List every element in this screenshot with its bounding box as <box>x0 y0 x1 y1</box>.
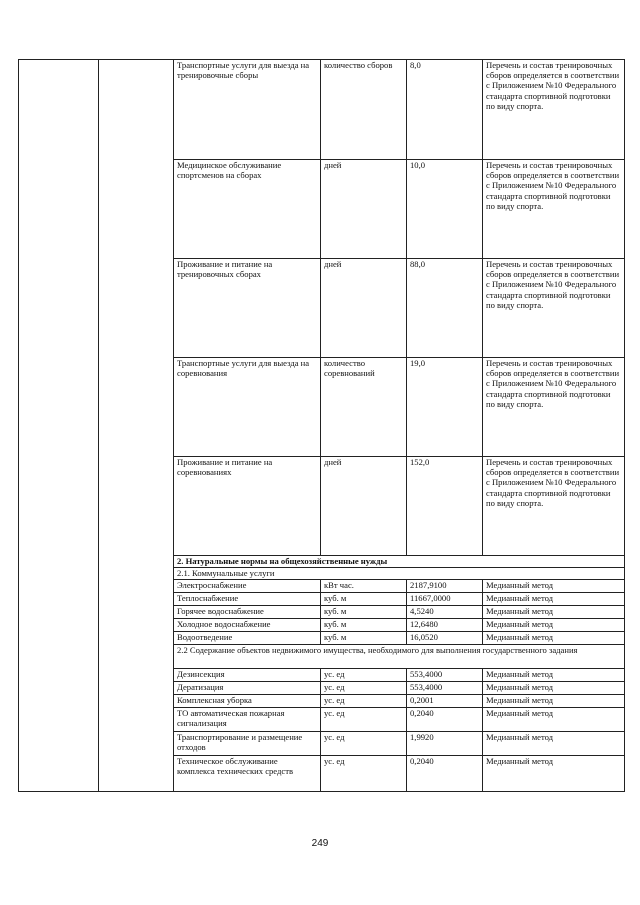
note-cell: Медианный метод <box>483 669 625 682</box>
note-cell: Медианный метод <box>483 756 625 792</box>
note-cell: Медианный метод <box>483 606 625 619</box>
note-cell: Медианный метод <box>483 632 625 645</box>
unit-cell: ус. ед <box>321 695 407 708</box>
left-blank-column-2 <box>99 60 174 792</box>
unit-cell: ус. ед <box>321 756 407 792</box>
value-cell: 152,0 <box>407 457 483 556</box>
norms-table <box>18 59 625 792</box>
norm-name-cell: Транспортирование и размещение отходов <box>174 732 321 756</box>
note-cell: Медианный метод <box>483 682 625 695</box>
value-cell: 2187,9100 <box>407 580 483 593</box>
norm-name-cell: Дезинсекция <box>174 669 321 682</box>
note-cell: Перечень и состав тренировочных сборов определяется в соответствии с Приложением №10 Федерального стандарта спортивной подготовки по виду спорта. <box>483 259 625 358</box>
value-cell: 1,9920 <box>407 732 483 756</box>
note-cell: Медианный метод <box>483 580 625 593</box>
norm-name-cell: Проживание и питание на тренировочных сборах <box>174 259 321 358</box>
unit-cell: дней <box>321 457 407 556</box>
value-cell: 0,2001 <box>407 695 483 708</box>
note-cell: Медианный метод <box>483 593 625 606</box>
norm-name-cell: Водоотведение <box>174 632 321 645</box>
unit-cell: куб. м <box>321 632 407 645</box>
value-cell: 4,5240 <box>407 606 483 619</box>
note-cell: Перечень и состав тренировочных сборов определяется в соответствии с Приложением №10 Федерального стандарта спортивной подготовки по виду спорта. <box>483 457 625 556</box>
unit-cell: куб. м <box>321 593 407 606</box>
section-2-heading: 2. Натуральные нормы на общехозяйственные нужды <box>174 556 625 568</box>
value-cell: 0,2040 <box>407 756 483 792</box>
norm-name-cell: Теплоснабжение <box>174 593 321 606</box>
section-2-1-heading: 2.1. Коммунальные услуги <box>174 568 625 580</box>
value-cell: 553,4000 <box>407 682 483 695</box>
value-cell: 0,2040 <box>407 708 483 732</box>
norm-name-cell: Транспортные услуги для выезда на соревнования <box>174 358 321 457</box>
note-cell: Медианный метод <box>483 695 625 708</box>
value-cell: 553,4000 <box>407 669 483 682</box>
norm-name-cell: Холодное водоснабжение <box>174 619 321 632</box>
value-cell: 16,0520 <box>407 632 483 645</box>
unit-cell: кВт час. <box>321 580 407 593</box>
note-cell: Перечень и состав тренировочных сборов определяется в соответствии с Приложением №10 Федерального стандарта спортивной подготовки по виду спорта. <box>483 358 625 457</box>
unit-cell: дней <box>321 259 407 358</box>
note-cell: Медианный метод <box>483 708 625 732</box>
note-cell: Медианный метод <box>483 732 625 756</box>
unit-cell: ус. ед <box>321 682 407 695</box>
norm-name-cell: Дератизация <box>174 682 321 695</box>
note-cell: Перечень и состав тренировочных сборов определяется в соответствии с Приложением №10 Федерального стандарта спортивной подготовки по виду спорта. <box>483 160 625 259</box>
section-2-2-heading: 2.2 Содержание объектов недвижимого имущества, необходимого для выполнения государственного задания <box>174 645 625 669</box>
unit-cell: дней <box>321 160 407 259</box>
value-cell: 11667,0000 <box>407 593 483 606</box>
table-row <box>19 60 625 160</box>
note-cell: Медианный метод <box>483 619 625 632</box>
value-cell: 12,6480 <box>407 619 483 632</box>
value-cell: 10,0 <box>407 160 483 259</box>
unit-cell: куб. м <box>321 606 407 619</box>
unit-cell: количество сборов <box>321 60 407 160</box>
norm-name-cell: Горячее водоснабжение <box>174 606 321 619</box>
norm-name-cell: Проживание и питание на соревнованиях <box>174 457 321 556</box>
value-cell: 19,0 <box>407 358 483 457</box>
page-number: 249 <box>311 838 329 849</box>
left-blank-column-1 <box>19 60 99 792</box>
norm-name-cell: Комплексная уборка <box>174 695 321 708</box>
unit-cell: куб. м <box>321 619 407 632</box>
norm-name-cell: Электроснабжение <box>174 580 321 593</box>
norm-name-cell: ТО автоматическая пожарная сигнализация <box>174 708 321 732</box>
value-cell: 88,0 <box>407 259 483 358</box>
unit-cell: ус. ед <box>321 669 407 682</box>
unit-cell: количество соревнований <box>321 358 407 457</box>
note-cell: Перечень и состав тренировочных сборов определяется в соответствии с Приложением №10 Федерального стандарта спортивной подготовки по виду спорта. <box>483 60 625 160</box>
unit-cell: ус. ед <box>321 708 407 732</box>
norm-name-cell: Техническое обслуживание комплекса технических средств <box>174 756 321 792</box>
norm-name-cell: Медицинское обслуживание спортсменов на сборах <box>174 160 321 259</box>
norm-name-cell: Транспортные услуги для выезда на тренировочные сборы <box>174 60 321 160</box>
value-cell: 8,0 <box>407 60 483 160</box>
unit-cell: ус. ед <box>321 732 407 756</box>
